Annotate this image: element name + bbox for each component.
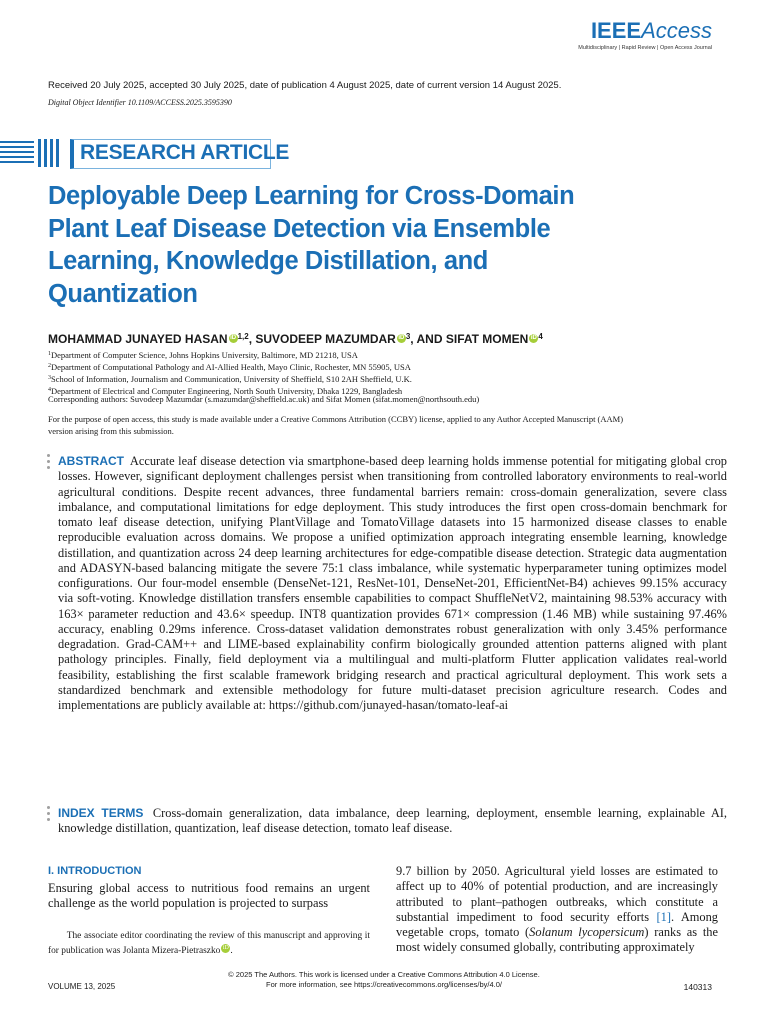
affiliation: $^1$Department of Computer Science, Johns Hopkins University, Baltimore, MD 21218, USA [48, 350, 358, 360]
author-separator: , [248, 332, 256, 346]
footer-license [160, 970, 608, 990]
open-access-note: For the purpose of open access, this study is made available under a Creative Commons Attribution (CCBY) license, applied to any Author Accepted Manuscript (AAM) version arising from this submission. [48, 414, 624, 436]
author-list [48, 332, 748, 346]
editor-note-text: The associate editor coordinating the review of this manuscript and approving it for publication was Jolanta Mizera-Pietraszko [48, 931, 370, 956]
author-separator: , AND [410, 332, 446, 346]
orcid-icon[interactable]: iD [398, 335, 405, 341]
orcid-icon[interactable]: iD [222, 944, 229, 951]
intro-paragraph-right: 9.7 billion by 2050. Agricultural yield losses are estimated to affect up to 40% of potential production, and are increasingly attributed to plant–pathogen outbreaks, which constitute a substantial impediment to food security efforts [1]. Among vegetable crops, tomato (Solanum lycopersicum) ranks as the most widely consumed globally, contributing approximately [396, 864, 718, 955]
species-name: Solanum lycopersicum [529, 925, 645, 940]
doi-value: 10.1109/ACCESS.2025.3595390 [127, 98, 232, 107]
author-name: SIFAT MOMEN [445, 332, 529, 346]
affiliation: $^3$School of Information, Journalism and Communication, University of Sheffield, S10 2AH Sheffield, U.K. [48, 374, 412, 384]
affiliation: $^4$Department of Electrical and Computer Engineering, North South University, Dhaka 1229, Bangladesh [48, 386, 403, 396]
abstract-label: ABSTRACT [58, 454, 124, 468]
affiliation: $^2$Department of Computational Pathology and AI-Allied Health, Mayo Clinic, Rochester, MN 55905, USA [48, 362, 411, 372]
editor-note: The associate editor coordinating the review of this manuscript and approving it for publication was Jolanta Mizera-Pietraszko iD . [48, 931, 370, 956]
abstract-text: Accurate leaf disease detection via smartphone-based deep learning holds immense potential for mitigating global crop losses. However, significant deployment challenges persist when transitioning from controlled laboratory environments to real-world agricultural conditions. Despite recent advances, three fundamental barriers remain: cross-domain generalization, severe class imbalance, and computational limitations for edge deployment. This study introduces the first open cross-domain benchmark for tomato leaf disease detection, unifying PlantVillage and TomatoVillage datasets into 15 harmonized disease classes to enable reproducible evaluation across domains. We propose a unified optimization approach integrating ensemble learning, knowledge distillation, and quantization across 24 deep learning architectures for edge-compatible disease detection. Strategic data augmentation and ADASYN-based balancing mitigate the severe 75:1 class imbalance, while systematic hyperparameter tuning optimizes model configurations. Our four-model ensemble (DenseNet-121, ResNet-101, DenseNet-201, EfficientNet-B4) achieves 99.15% accuracy via soft-voting. Knowledge distillation transfers ensemble capabilities to compact ShuffleNetV2, maintaining 98.53% accuracy with 163× parameter reduction and 43.6× speedup. INT8 quantization provides 671× compression (1.46 MB) while sustaining 97.46% accuracy, enabling 0.29ms inference. Cross-dataset validation demonstrates robust generalization with only 3.45% performance degradation. Grad-CAM++ and LIME-based explainability confirm biologically grounded attention patterns aligned with plant pathology principles. Finally, field deployment via a multilingual and multi-platform Flutter application validates real-world feasibility, establishing the first scalable framework bridging research and practical agricultural deployment. This work sets a standardized benchmark and extensible methodology for future multi-dataset precision agriculture research. Codes and implementations are publicly available at: https://github.com/junayed-hasan/tomato-leaf-ai [58, 454, 727, 712]
abstract [58, 454, 727, 713]
publication-dates: Received 20 July 2025, accepted 30 July 2025, date of publication 4 August 2025, date of current version 14 August 2025. [48, 80, 562, 91]
index-terms-text: Cross-domain generalization, data imbalance, deep learning, deployment, ensemble learning, explainable AI, knowledge distillation, quantization, leaf disease detection, tomato leaf disease. [58, 806, 727, 836]
author-name: MOHAMMAD JUNAYED HASAN [48, 332, 228, 346]
journal-tagline: Multidisciplinary | Rapid Review | Open Access Journal [578, 45, 712, 51]
license-line: © 2025 The Authors. This work is licensed under a Creative Commons Attribution 4.0 License. [228, 970, 540, 979]
author-affil-marker: 1,2 [237, 332, 249, 341]
license-link[interactable]: For more information, see https://creativecommons.org/licenses/by/4.0/ [266, 980, 502, 989]
author-name: SUVODEEP MAZUMDAR [255, 332, 396, 346]
doi-line [48, 98, 232, 107]
index-terms [58, 806, 727, 837]
banner-stripes-icon [0, 138, 64, 168]
corresponding-authors: Corresponding authors: Suvodeep Mazumdar (s.mazumdar@sheffield.ac.uk) and Sifat Momen (sifat.momen@northsouth.edu) [48, 394, 480, 404]
orcid-icon[interactable]: iD [230, 335, 237, 341]
author-affil-marker: 3 [405, 332, 411, 341]
index-terms-dots-icon [47, 806, 51, 824]
journal-logo [578, 18, 712, 51]
affiliation-list [48, 349, 412, 397]
citation-link[interactable]: [1] [656, 909, 671, 924]
footer-volume: VOLUME 13, 2025 [48, 982, 116, 991]
doi-label: Digital Object Identifier [48, 98, 126, 107]
intro-paragraph-left: Ensuring global access to nutritious food remains an urgent challenge as the world population is projected to surpass [48, 881, 370, 911]
orcid-icon[interactable]: iD [530, 335, 537, 341]
section-type-label: RESEARCH ARTICLE [80, 141, 290, 164]
logo-ieee: IEEE [590, 18, 642, 43]
article-title: Deployable Deep Learning for Cross-Domain Plant Leaf Disease Detection via Ensemble Learning, Knowledge Distillation, and Quantization [48, 182, 575, 308]
logo-access: Access [641, 18, 712, 43]
index-terms-label: INDEX TERMS [58, 806, 144, 820]
footer-page-number: 140313 [683, 982, 712, 992]
abstract-dots-icon [47, 454, 51, 472]
section-heading: I. INTRODUCTION [48, 865, 142, 877]
author-affil-marker: 4 [538, 332, 543, 341]
